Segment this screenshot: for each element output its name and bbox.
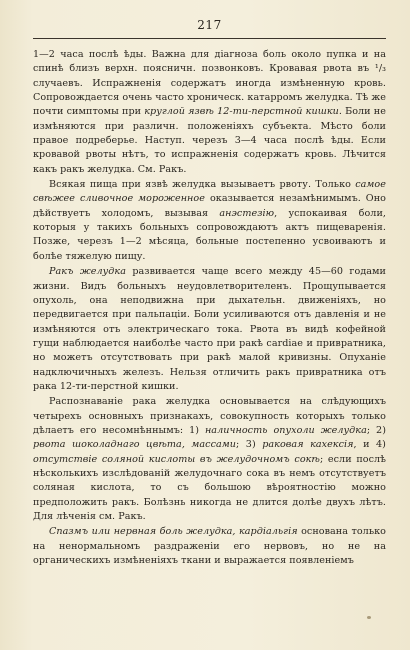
paper-spot	[367, 616, 371, 619]
text-run: ; если послѣ нѣсколькихъ изслѣдованій желудочнаго сока въ немъ отсутствуетъ соляная кислота, то съ большою вѣроятностію можно предположить ракъ. Болѣзнь никогда не длится долѣе двухъ лѣтъ. Для лѣченія см. Ракъ.	[33, 453, 386, 522]
text-run: случаевъ. Испражненія содержатъ иногда измѣненную кровь. Сопровождается очень часто хроническ. катарромъ желудка. Тѣ же почти симптомы при	[33, 77, 386, 118]
paragraph	[33, 395, 386, 524]
text-body	[33, 48, 386, 568]
page-number: 217	[197, 18, 222, 32]
italic-term: анэстезію	[219, 207, 275, 219]
text-run: ¹/₃	[374, 63, 386, 75]
text-run: ; 2)	[366, 424, 386, 436]
italic-term: рвота шоколаднаго цвѣта, массами	[33, 439, 237, 451]
text-run: оказывается незамѣнимымъ. Оно дѣйствуетъ холодомъ, вызывая	[33, 193, 386, 219]
italic-term: Спазмъ или нервная боль желудка, кардіальгія	[49, 526, 298, 538]
text-run: основана только на ненормальномъ раздраженіи его нервовъ, но не на органическихъ измѣненіяхъ ткани и выражается появленіемъ	[33, 526, 386, 567]
italic-term: Ракъ желудка	[49, 266, 126, 278]
text-run: ; 3)	[236, 439, 263, 451]
header-rule	[33, 38, 386, 39]
paragraph	[33, 265, 386, 394]
paragraph	[33, 525, 386, 568]
text-run: Всякая пища при язвѣ желудка вызываетъ рвоту. Только	[49, 179, 356, 191]
italic-term: самое свѣжее сливочное мороженное	[33, 179, 386, 205]
text-run: развивается чаще всего между 45—60 годами жизни. Видъ больныхъ неудовлетворителенъ. Прощупывается опухоль, она неподвижна при дыхательн. движеніяхъ, но передвигается при пальпаціи. Боли усиливаются отъ давленія и не измѣняются отъ электрическаго тока. Рвота въ видѣ кофейной гущи наблюдается наиболѣе часто при ракѣ cardiae и привратника, но можетъ отсутствовать при ракѣ малой кривизны. Опуханіе надключичныхъ железъ. Нельзя отличить ракъ привратника отъ рака 12-ти-перстной кишки.	[33, 266, 387, 392]
text-run: 1—2 часа послѣ ѣды. Важна для діагноза боль около пупка и на спинѣ близъ верхн. поясничн. позвонковъ. Кровавая рвота въ	[33, 49, 386, 75]
text-run: , успокаивая боли, которыя у такихъ больныхъ сопровождаютъ актъ пищеваренія. Позже, черезъ 1—2 мѣсяца, больные постепенно усвоиваютъ и болѣе тяжелую пищу.	[33, 207, 386, 262]
italic-term: раковая кахексія	[262, 439, 354, 451]
text-run: Распознаваніе рака желудка основывается на слѣдующихъ четырехъ основныхъ признакахъ, совокупность которыхъ только дѣлаетъ его несомнѣннымъ: 1)	[33, 396, 386, 436]
italic-term: отсутствіе соляной кислоты въ желудочномъ сокѣ	[33, 453, 320, 465]
italic-term: наличность опухоли желудка	[204, 424, 367, 436]
italic-term: круглой язвѣ 12-ти-перстной кишки	[144, 106, 339, 118]
paragraph	[33, 48, 386, 177]
text-run: . Боли не измѣняются при различн. положеніяхъ субъекта. Мѣсто боли правое подреберье. Наступ. черезъ 3—4 часа послѣ ѣды. Если кровавой рвоты нѣтъ, то испражненія содержатъ кровь. Лѣчится какъ ракъ желудка. См. Ракъ.	[33, 106, 386, 175]
text-run: , и 4)	[353, 439, 386, 451]
paragraph	[33, 178, 386, 264]
